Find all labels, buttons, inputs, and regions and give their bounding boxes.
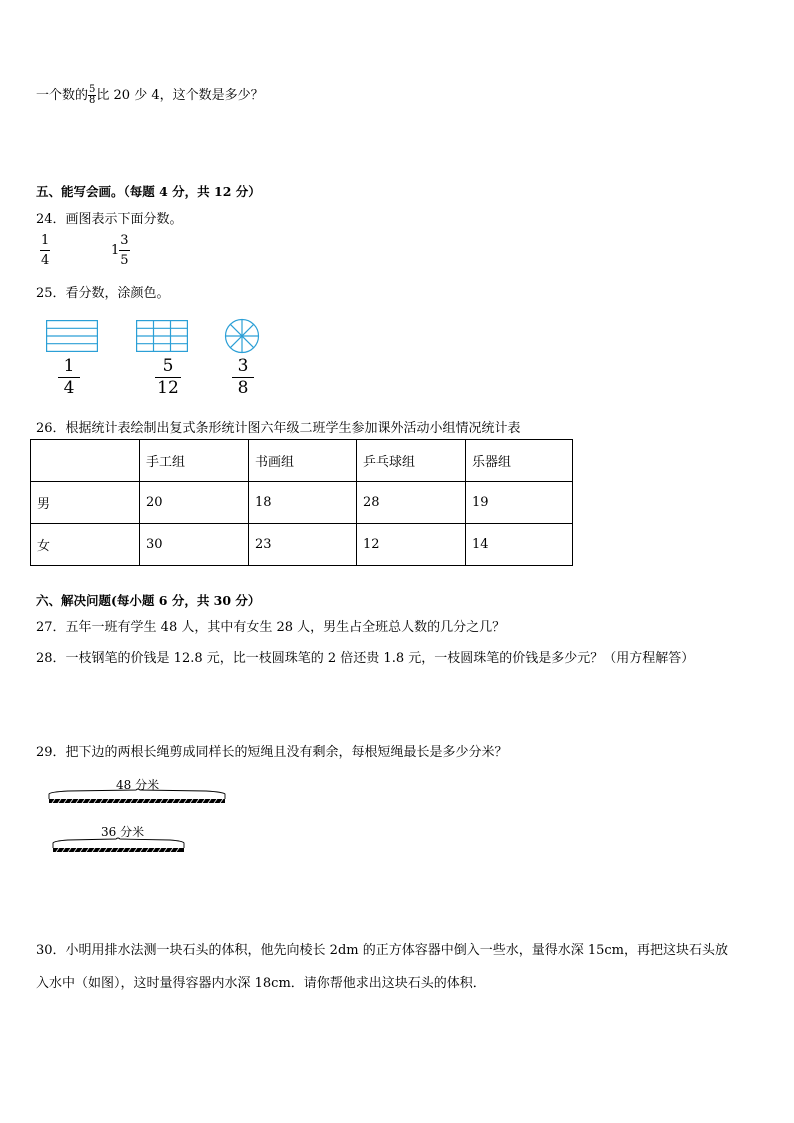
stats-table [30, 439, 573, 566]
table-cell: 23 [249, 524, 357, 566]
table-header-cell: 书画组 [249, 440, 357, 482]
q23-suffix: 比 20 少 4，这个数是多少？ [96, 88, 264, 103]
table-header-cell: 手工组 [140, 440, 249, 482]
section-5-heading: 五、能写会画。（每题 4 分，共 12 分） [36, 184, 261, 199]
question-24: 24．画图表示下面分数。 [36, 212, 183, 227]
q23-fraction: $\frac{5}{8}$ [89, 84, 96, 106]
q25-label-3: $\frac{3}{8}$ [232, 358, 254, 397]
table-header-cell [31, 440, 140, 482]
question-30-line-2: 入水中（如图），这时量得容器内水深 18cm．请你帮他求出这块石头的体积． [36, 976, 486, 991]
question-28: 28．一枝钢笔的价钱是 12.8 元，比一枝圆珠笔的 2 倍还贵 1.8 元，一枝圆珠笔的价钱是多少元？（用方程解答） [36, 651, 695, 666]
question-27: 27．五年一班有学生 48 人，其中有女生 28 人，男生占全班总人数的几分之几？ [36, 620, 506, 635]
rope-1 [48, 787, 226, 805]
q25-circle-eighths[interactable] [224, 318, 260, 354]
question-25: 25．看分数，涂颜色。 [36, 286, 170, 301]
q25-label-1: $\frac{1}{4}$ [58, 358, 80, 397]
q24-fraction-b: 1 $\frac{3}{5}$ [111, 233, 129, 268]
section-6-heading: 六、解决问题(每小题 6 分，共 30 分） [36, 593, 261, 608]
table-cell: 12 [357, 524, 466, 566]
table-cell: 28 [357, 482, 466, 524]
question-29: 29．把下边的两根长绳剪成同样长的短绳且没有剩余，每根短绳最长是多少分米？ [36, 745, 508, 760]
rope-2-label: 36 分米 [101, 825, 145, 839]
table-cell: 男 [31, 482, 140, 524]
question-23 [36, 84, 264, 106]
q25-rect-twelfths[interactable] [136, 320, 188, 352]
table-cell: 19 [466, 482, 573, 524]
table-row [31, 524, 573, 566]
q25-label-2: $\frac{5}{12}$ [155, 358, 181, 397]
rope-2 [52, 835, 186, 855]
table-cell: 女 [31, 524, 140, 566]
table-header-cell: 乐器组 [466, 440, 573, 482]
table-header-cell: 乒乓球组 [357, 440, 466, 482]
table-cell: 30 [140, 524, 249, 566]
table-row [31, 482, 573, 524]
table-header-row [31, 440, 573, 482]
question-30-line-1: 30．小明用排水法测一块石头的体积，他先向棱长 2dm 的正方体容器中倒入一些水，量得水深 15cm，再把这块石头放 [36, 943, 729, 958]
q23-prefix: 一个数的 [36, 88, 89, 103]
table-cell: 14 [466, 524, 573, 566]
q24-fraction-a: $\frac{1}{4}$ [41, 233, 50, 268]
question-26: 26．根据统计表绘制出复式条形统计图六年级二班学生参加课外活动小组情况统计表 [36, 421, 521, 436]
table-cell: 18 [249, 482, 357, 524]
table-cell: 20 [140, 482, 249, 524]
rope-1-label: 48 分米 [116, 778, 160, 792]
q25-rect-quarters[interactable] [46, 320, 98, 352]
